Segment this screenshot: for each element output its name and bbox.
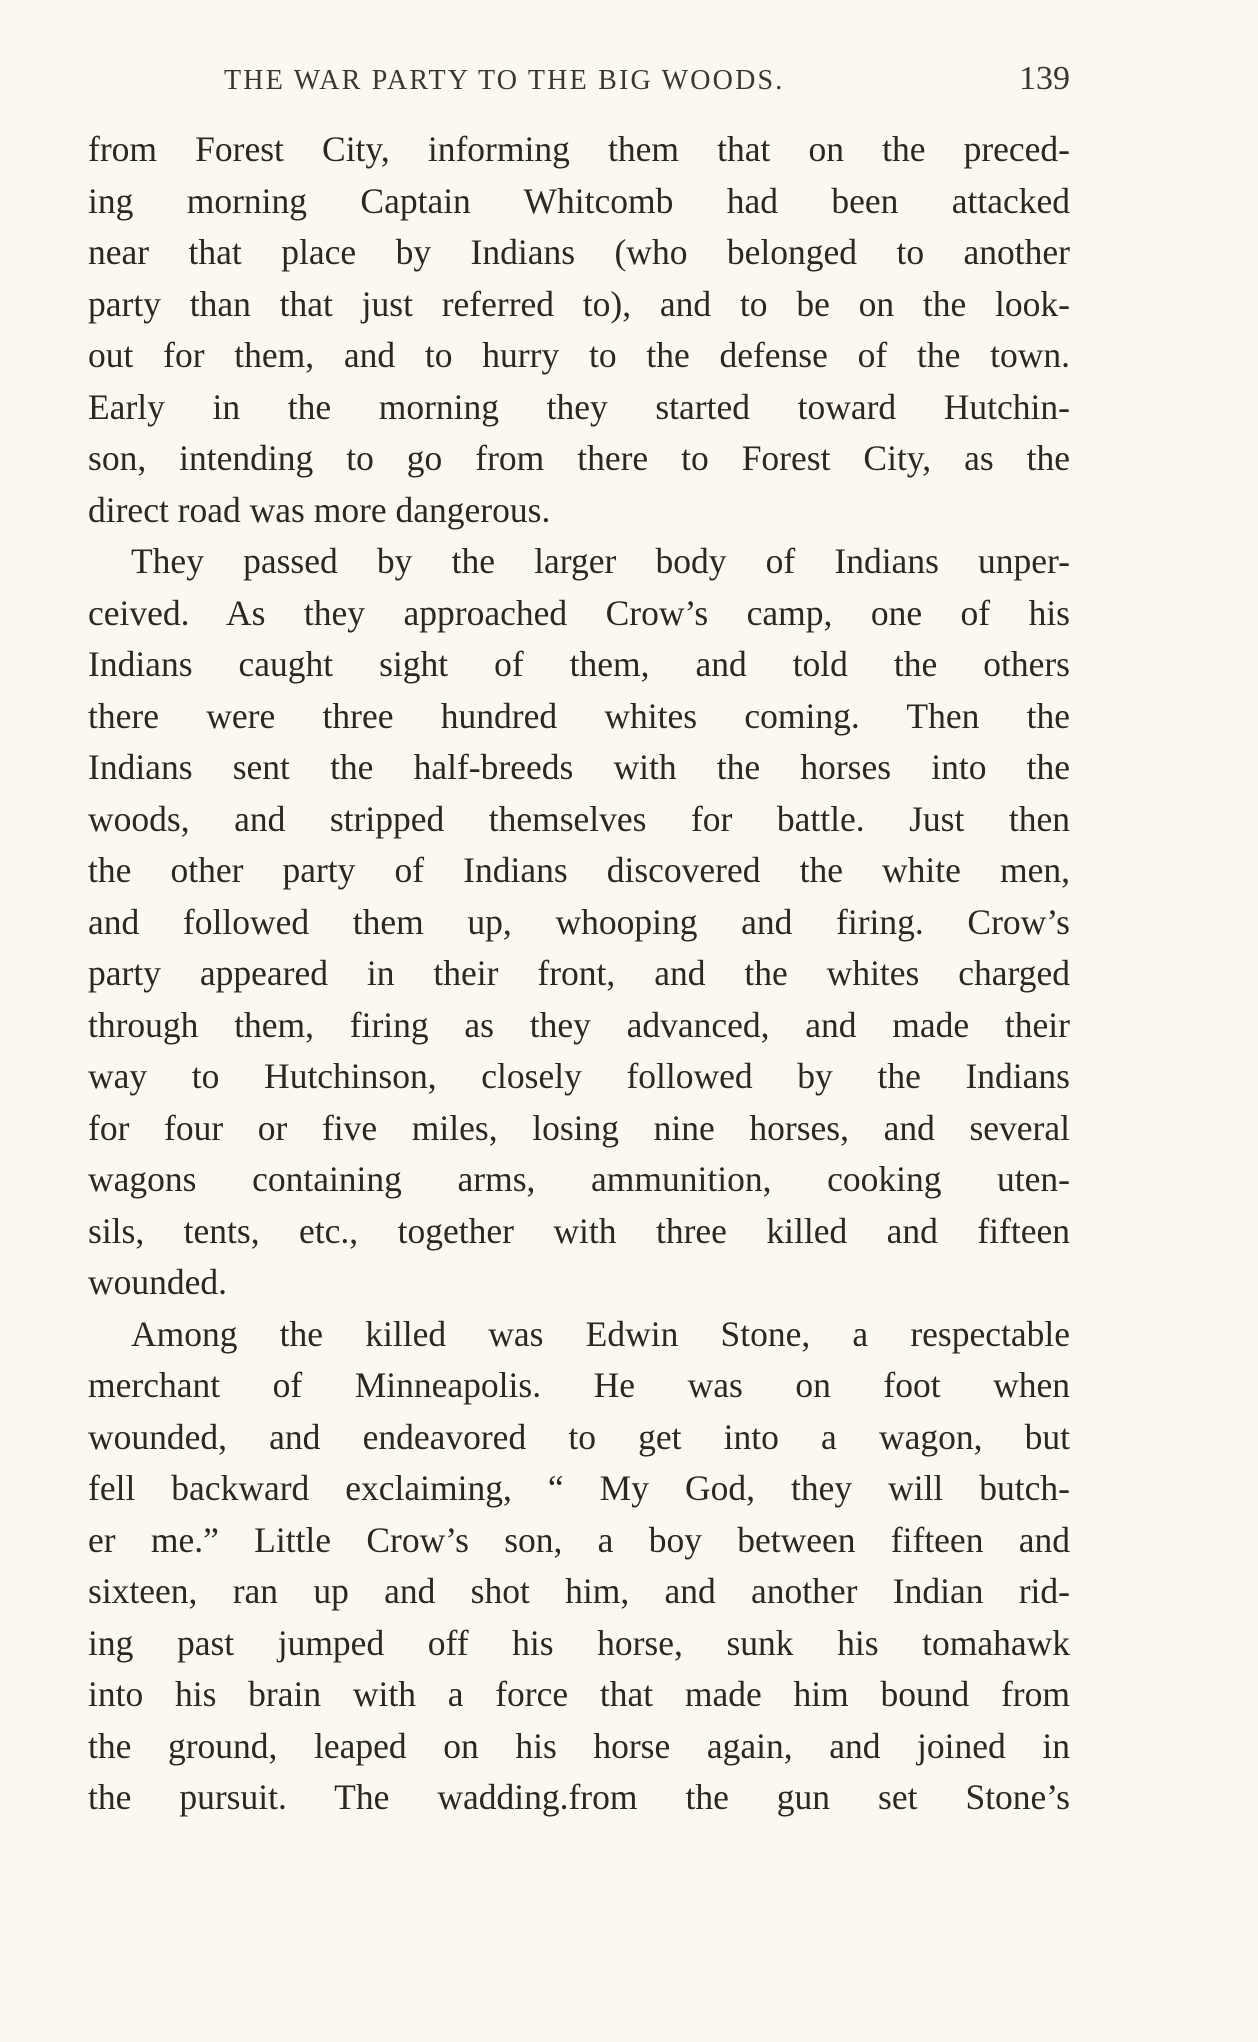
text-line: woods, and stripped themselves for battle. Just then xyxy=(88,798,1070,839)
text-line: the ground, leaped on his horse again, and joined in xyxy=(88,1725,1070,1766)
text-line: Indians sent the half-breeds with the horses into the xyxy=(88,747,1070,787)
text-line: party appeared in their front, and the whites charged xyxy=(88,953,1070,993)
text-line: wounded, and endeavored to get into a wagon, but xyxy=(88,1416,1070,1457)
text-line: sixteen, ran up and shot him, and another Indian rid- xyxy=(88,1571,1070,1611)
text-line: direct road was more dangerous. xyxy=(88,489,551,530)
text-line: through them, firing as they advanced, and made their xyxy=(88,1004,1070,1045)
text-line: party than that just referred to), and to be on the look- xyxy=(88,283,1070,324)
text-line: the other party of Indians discovered the white men, xyxy=(88,850,1070,890)
text-line: ceived. As they approached Crow’s camp, one of his xyxy=(88,592,1070,633)
text-line: er me.” Little Crow’s son, a boy between fifteen and xyxy=(88,1519,1070,1560)
text-line: sils, tents, etc., together with three killed and fifteen xyxy=(88,1210,1070,1251)
text-line: merchant of Minneapolis. He was on foot when xyxy=(88,1365,1070,1405)
text-line: Among the killed was Edwin Stone, a respectable xyxy=(131,1313,1070,1354)
text-line: from Forest City, informing them that on the preced- xyxy=(88,129,1070,169)
text-line: fell backward exclaiming, “ My God, they will butch- xyxy=(88,1468,1070,1508)
text-line: into his brain with a force that made him bound from xyxy=(88,1674,1070,1714)
running-head-title: THE WAR PARTY TO THE BIG WOODS. xyxy=(224,65,785,96)
text-line: and followed them up, whooping and firing. Crow’s xyxy=(88,901,1070,942)
text-line: wagons containing arms, ammunition, cooking uten- xyxy=(88,1159,1070,1199)
page-number: 139 xyxy=(1019,60,1070,97)
book-page xyxy=(88,60,1070,1824)
text-line: wounded. xyxy=(88,1262,228,1302)
text-line: ing morning Captain Whitcomb had been attacked xyxy=(88,180,1070,221)
text-line: They passed by the larger body of Indians unper- xyxy=(131,541,1070,581)
text-line: there were three hundred whites coming. Then the xyxy=(88,695,1070,736)
text-line: Early in the morning they started toward Hutchin- xyxy=(88,386,1070,427)
text-line: for four or five miles, losing nine horses, and several xyxy=(88,1107,1070,1148)
text-line: way to Hutchinson, closely followed by the Indians xyxy=(88,1056,1070,1096)
text-line: the pursuit. The wadding.from the gun set Stone’s xyxy=(88,1777,1070,1817)
text-line: ing past jumped off his horse, sunk his tomahawk xyxy=(88,1622,1070,1663)
text-line: Indians caught sight of them, and told the others xyxy=(88,644,1070,684)
text-line: out for them, and to hurry to the defense of the town. xyxy=(88,335,1070,375)
body-text xyxy=(88,124,1070,1824)
running-head xyxy=(88,60,1070,112)
text-line: son, intending to go from there to Forest City, as the xyxy=(88,438,1070,478)
text-line: near that place by Indians (who belonged to another xyxy=(88,232,1070,272)
